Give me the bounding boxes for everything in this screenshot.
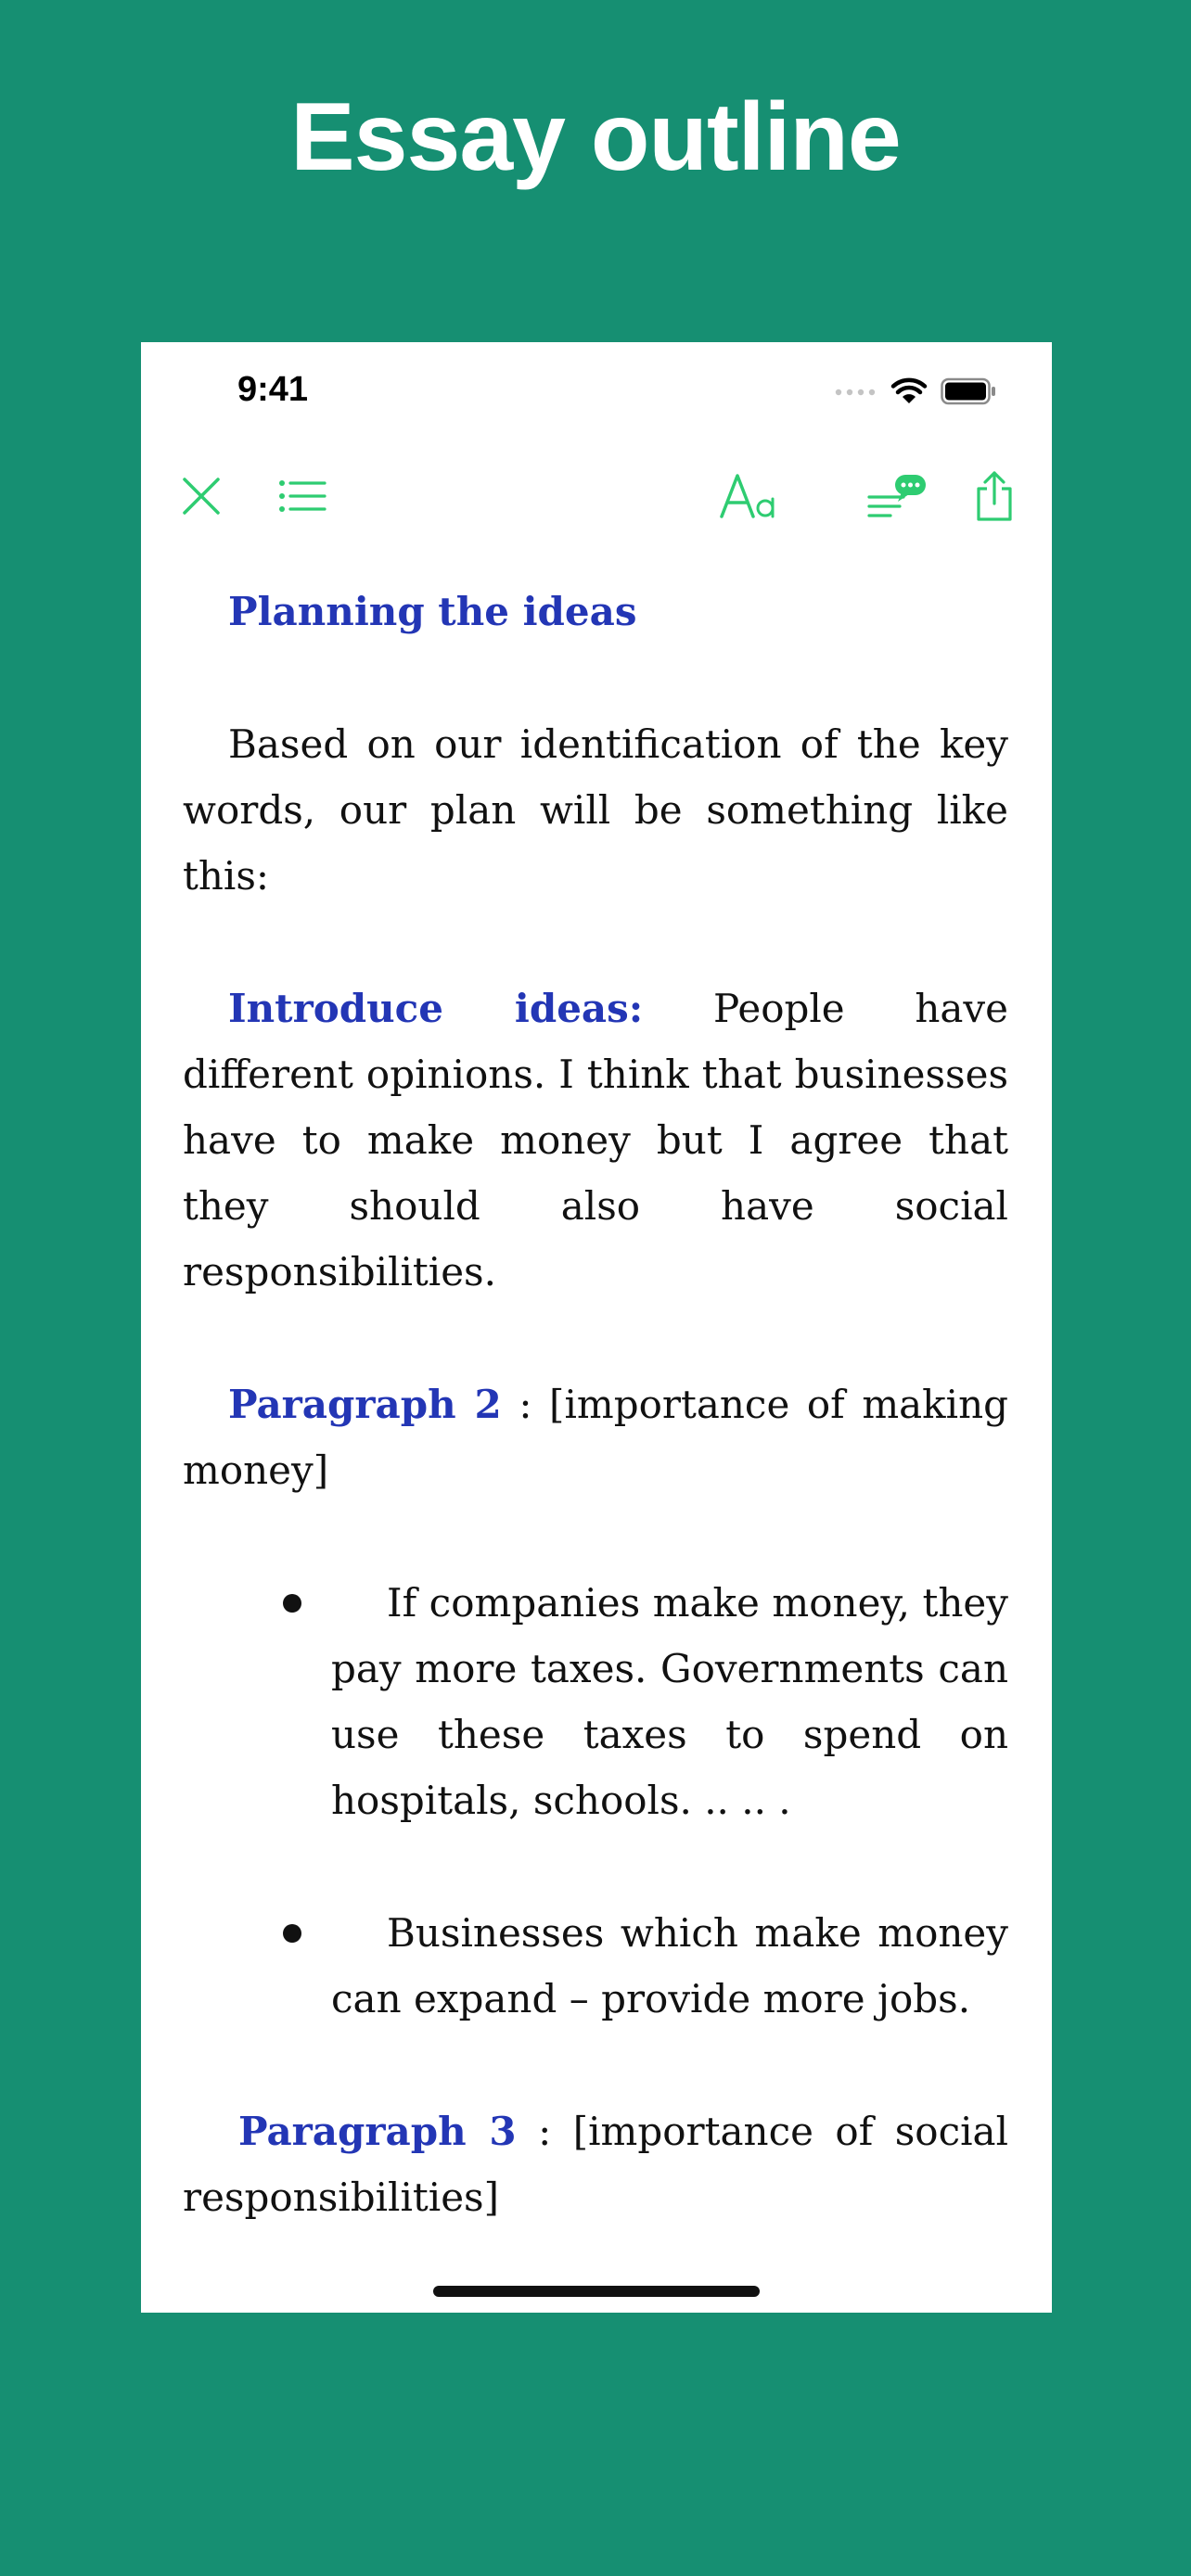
bullet-icon — [283, 1924, 301, 1943]
paragraph-3-text: : [importance of social responsibilities] — [183, 2109, 1009, 2220]
introduce-ideas-text: People have different opinions. I think that businesses have to make money but I agree that they should also have social responsibilities. — [183, 986, 1008, 1294]
introduce-ideas-paragraph — [183, 976, 1008, 1305]
introduce-ideas-label: Introduce ideas: — [228, 986, 644, 1031]
status-icons — [835, 377, 996, 409]
share-button[interactable] — [957, 453, 1031, 542]
status-time: 9:41 — [237, 370, 309, 409]
bullet-text: Businesses which make money can expand – provide more jobs. — [331, 1910, 1008, 2021]
intro-paragraph: Based on our identification of the key words, our plan will be something like this: — [183, 721, 1008, 899]
list-item — [183, 1900, 1008, 2032]
status-bar — [141, 342, 1052, 444]
reader-toolbar — [141, 453, 1052, 542]
bullet-text: If companies make money, they pay more taxes. Governments can use these taxes to spend on hospitals, schools. .. .. . — [331, 1580, 1008, 1823]
paragraph-2-label: Paragraph 2 — [228, 1382, 502, 1427]
list-item — [183, 1570, 1008, 1833]
annotations-button[interactable] — [846, 453, 948, 542]
bullet-icon — [283, 1594, 301, 1613]
section-title: Planning the ideas — [228, 589, 637, 634]
paragraph-2-outline — [183, 1371, 1008, 1503]
close-icon — [181, 476, 222, 521]
phone-screen — [141, 342, 1052, 2313]
wifi-icon — [890, 377, 928, 410]
paragraph-3-outline — [183, 2098, 1008, 2230]
table-of-contents-button[interactable] — [256, 453, 349, 542]
font-size-icon — [719, 472, 778, 525]
promo-title: Essay outline — [290, 83, 901, 191]
share-icon — [975, 470, 1014, 527]
list-icon — [278, 479, 327, 517]
battery-icon — [941, 377, 996, 410]
document-content — [183, 579, 1008, 2297]
bullet-list — [183, 1570, 1008, 2032]
text-appearance-button[interactable] — [698, 453, 800, 542]
notes-speech-icon — [866, 473, 928, 524]
paragraph-2-text: : [importance of making money] — [183, 1382, 1009, 1493]
paragraph-3-label: Paragraph 3 — [238, 2109, 517, 2154]
close-button[interactable] — [160, 453, 243, 542]
cellular-signal-icon — [835, 385, 877, 402]
home-indicator[interactable] — [433, 2286, 760, 2297]
section-title-paragraph — [183, 579, 1008, 644]
